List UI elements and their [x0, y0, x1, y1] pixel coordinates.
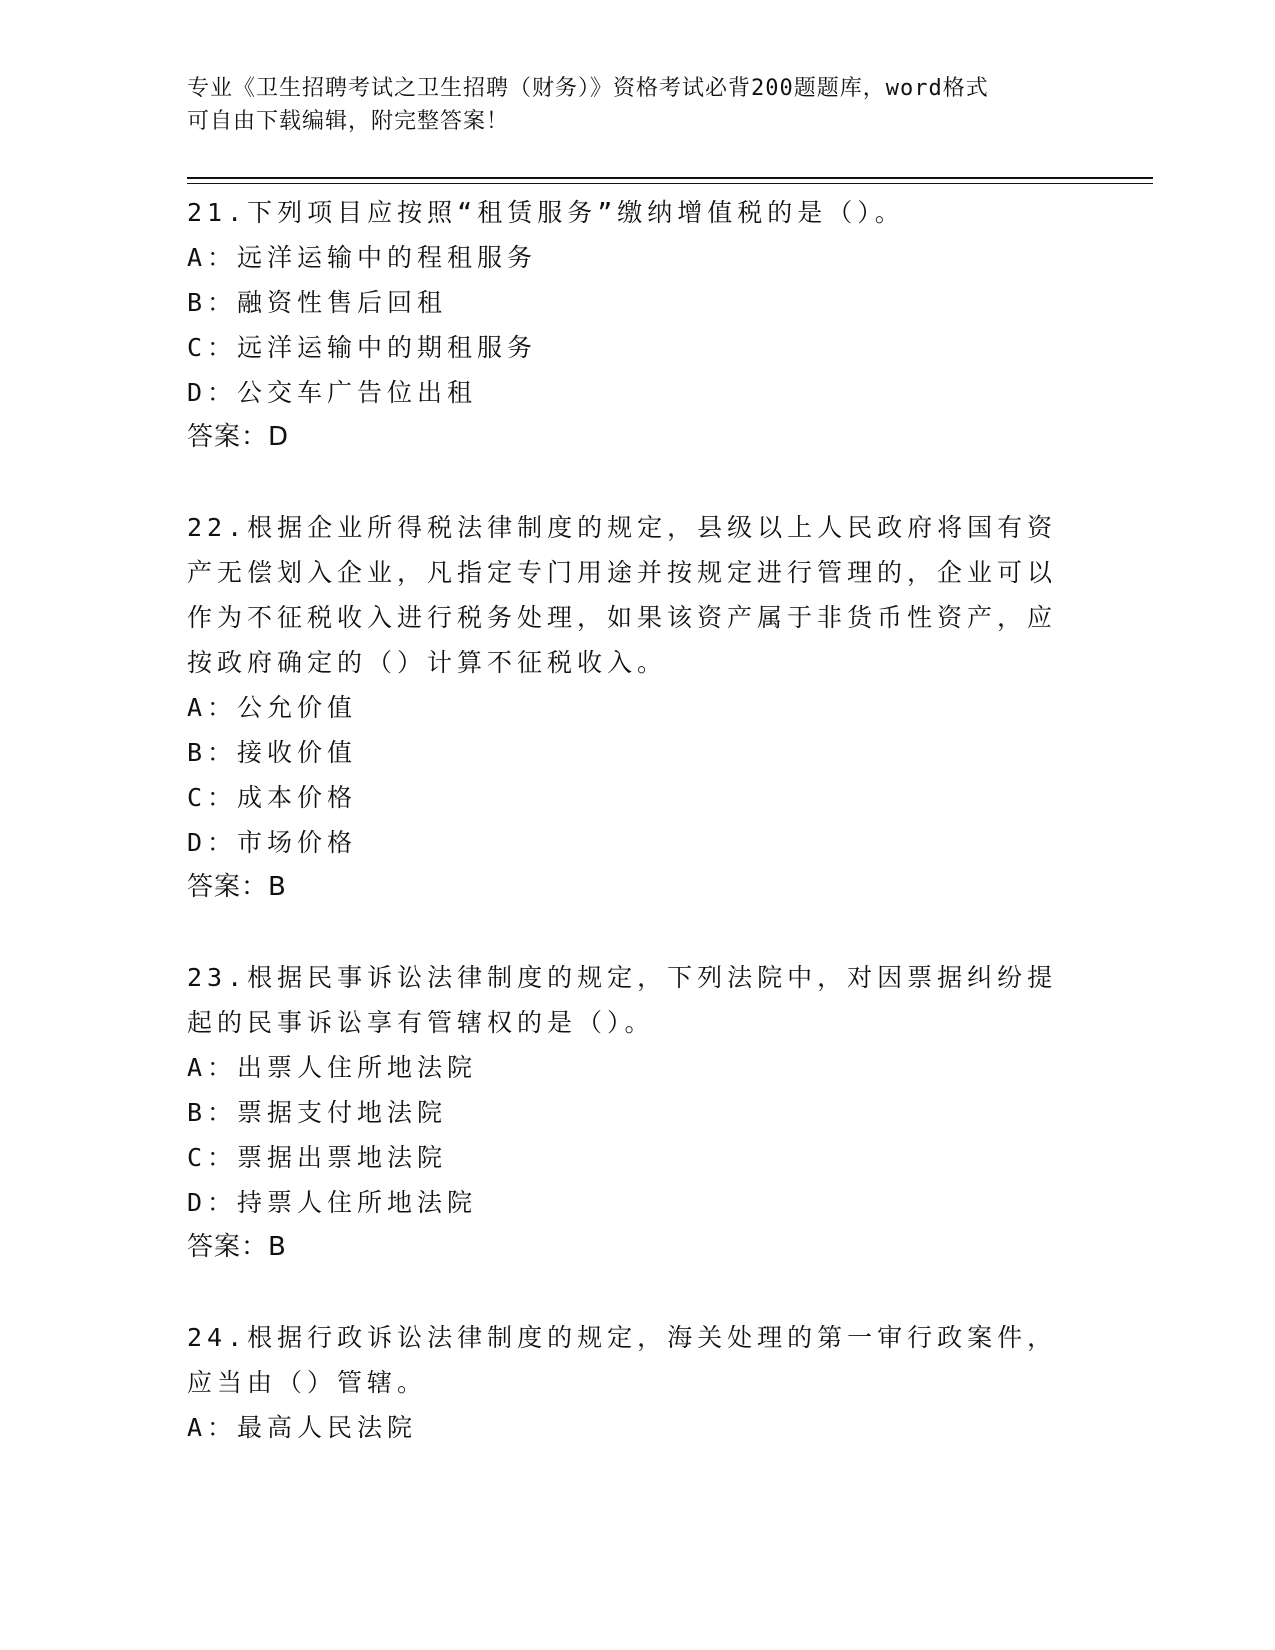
option-b: B：融资性售后回租 — [187, 288, 448, 317]
option-b: B：接收价值 — [187, 738, 358, 767]
option-d: D：持票人住所地法院 — [187, 1188, 478, 1217]
option-a: A：出票人住所地法院 — [187, 1053, 478, 1082]
header-line-2: 可自由下载编辑，附完整答案！ — [187, 109, 510, 134]
option-c: C：票据出票地法院 — [187, 1143, 448, 1172]
answer: 答案：B — [187, 872, 287, 902]
option-c: C：成本价格 — [187, 783, 358, 812]
question-list — [187, 190, 1077, 1495]
option-d: D：公交车广告位出租 — [187, 378, 478, 407]
question-text: 23.根据民事诉讼法律制度的规定，下列法院中，对因票据纠纷提起的民事诉讼享有管辖权的是（）。 — [187, 963, 1058, 1037]
option-a: A：最高人民法院 — [187, 1413, 418, 1442]
option-b: B：票据支付地法院 — [187, 1098, 448, 1127]
question-22 — [187, 505, 1077, 910]
option-a: A：公允价值 — [187, 693, 358, 722]
answer: 答案：D — [187, 422, 290, 452]
option-a: A：远洋运输中的程租服务 — [187, 243, 538, 272]
option-d: D：市场价格 — [187, 828, 358, 857]
question-text: 24.根据行政诉讼法律制度的规定，海关处理的第一审行政案件，应当由（）管辖。 — [187, 1323, 1058, 1397]
header-line-1: 专业《卫生招聘考试之卫生招聘（财务）》资格考试必背200题题库，word格式 — [187, 76, 989, 101]
document-header — [187, 72, 1067, 138]
question-23 — [187, 955, 1077, 1270]
question-21 — [187, 190, 1077, 460]
question-24 — [187, 1315, 1077, 1450]
question-text: 21.下列项目应按照“租赁服务”缴纳增值税的是（）。 — [187, 198, 905, 227]
answer: 答案：B — [187, 1232, 287, 1262]
header-divider-thin — [187, 183, 1153, 184]
question-text: 22.根据企业所得税法律制度的规定，县级以上人民政府将国有资产无偿划入企业，凡指定专门用途并按规定进行管理的，企业可以作为不征税收入进行税务处理，如果该资产属于非货币性资产，应按政府确定的（）计算不征税收入。 — [187, 513, 1058, 677]
option-c: C：远洋运输中的期租服务 — [187, 333, 538, 362]
header-divider-thick — [187, 177, 1153, 179]
